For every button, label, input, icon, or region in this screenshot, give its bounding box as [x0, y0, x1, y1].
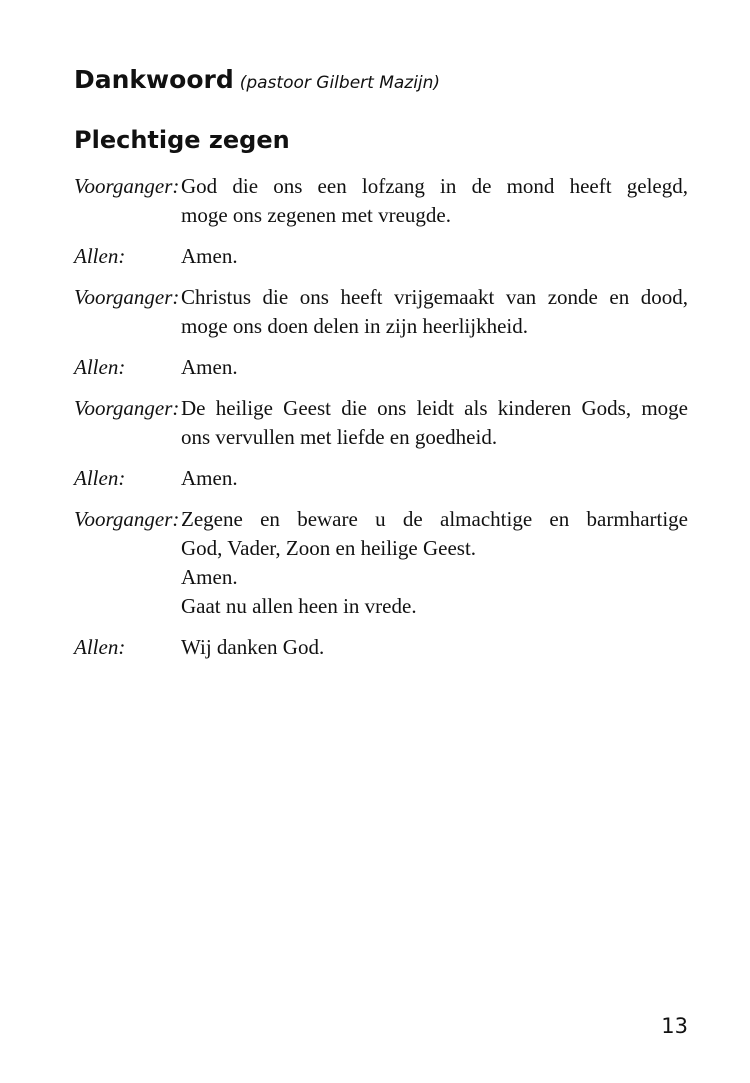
dialogue-line: [74, 242, 688, 271]
text-line: Gaat nu allen heen in vrede.: [181, 594, 417, 618]
dialogue-text: [181, 283, 688, 341]
text-line: Zegene en beware u de almachtige en barmhartige: [181, 507, 688, 531]
speaker-label: Allen:: [74, 635, 126, 659]
dialogue-text: [181, 172, 688, 230]
text-line: moge ons doen delen in zijn heerlijkheid.: [181, 314, 528, 338]
dialogue-line: [74, 172, 688, 230]
section-heading-zegen: Plechtige zegen: [74, 126, 290, 154]
text-line: ons vervullen met liefde en goedheid.: [181, 425, 498, 449]
dialogue-text: [181, 505, 688, 621]
dankwoord-note: (pastoor Gilbert Mazijn): [239, 73, 441, 93]
dialogue-text: [181, 394, 688, 452]
dialogue-line: [74, 505, 688, 621]
text-line: God die ons een lofzang in de mond heeft gelegd,: [181, 174, 688, 198]
dankwoord-title: Dankwoord: [74, 65, 234, 94]
text-line: moge ons zegenen met vreugde.: [181, 203, 451, 227]
speaker-label: Voorganger:: [74, 285, 180, 309]
text-line: Amen.: [181, 244, 238, 268]
speaker-label: Voorganger:: [74, 507, 180, 531]
dialogue-line: [74, 464, 688, 493]
text-line: Wij danken God.: [181, 635, 325, 659]
speaker-label: Allen:: [74, 466, 126, 490]
text-line: De heilige Geest die ons leidt als kinderen Gods, moge: [181, 396, 688, 420]
page-number: 13: [661, 1014, 688, 1038]
dialogue-line: [74, 283, 688, 341]
text-line: Amen.: [181, 565, 238, 589]
dialogue-text: [181, 464, 688, 493]
dialogue-text: [181, 353, 688, 382]
dialogue-list: [74, 172, 688, 674]
section-heading-dankwoord: [74, 64, 440, 99]
speaker-label: Voorganger:: [74, 174, 180, 198]
dialogue-line: [74, 353, 688, 382]
dialogue-line: [74, 633, 688, 662]
speaker-label: Allen:: [74, 355, 126, 379]
text-line: Amen.: [181, 355, 238, 379]
dialogue-text: [181, 633, 688, 662]
dialogue-line: [74, 394, 688, 452]
dialogue-text: [181, 242, 688, 271]
speaker-label: Voorganger:: [74, 396, 180, 420]
text-line: Amen.: [181, 466, 238, 490]
text-line: God, Vader, Zoon en heilige Geest.: [181, 536, 477, 560]
speaker-label: Allen:: [74, 244, 126, 268]
text-line: Christus die ons heeft vrijgemaakt van zonde en dood,: [181, 285, 688, 309]
